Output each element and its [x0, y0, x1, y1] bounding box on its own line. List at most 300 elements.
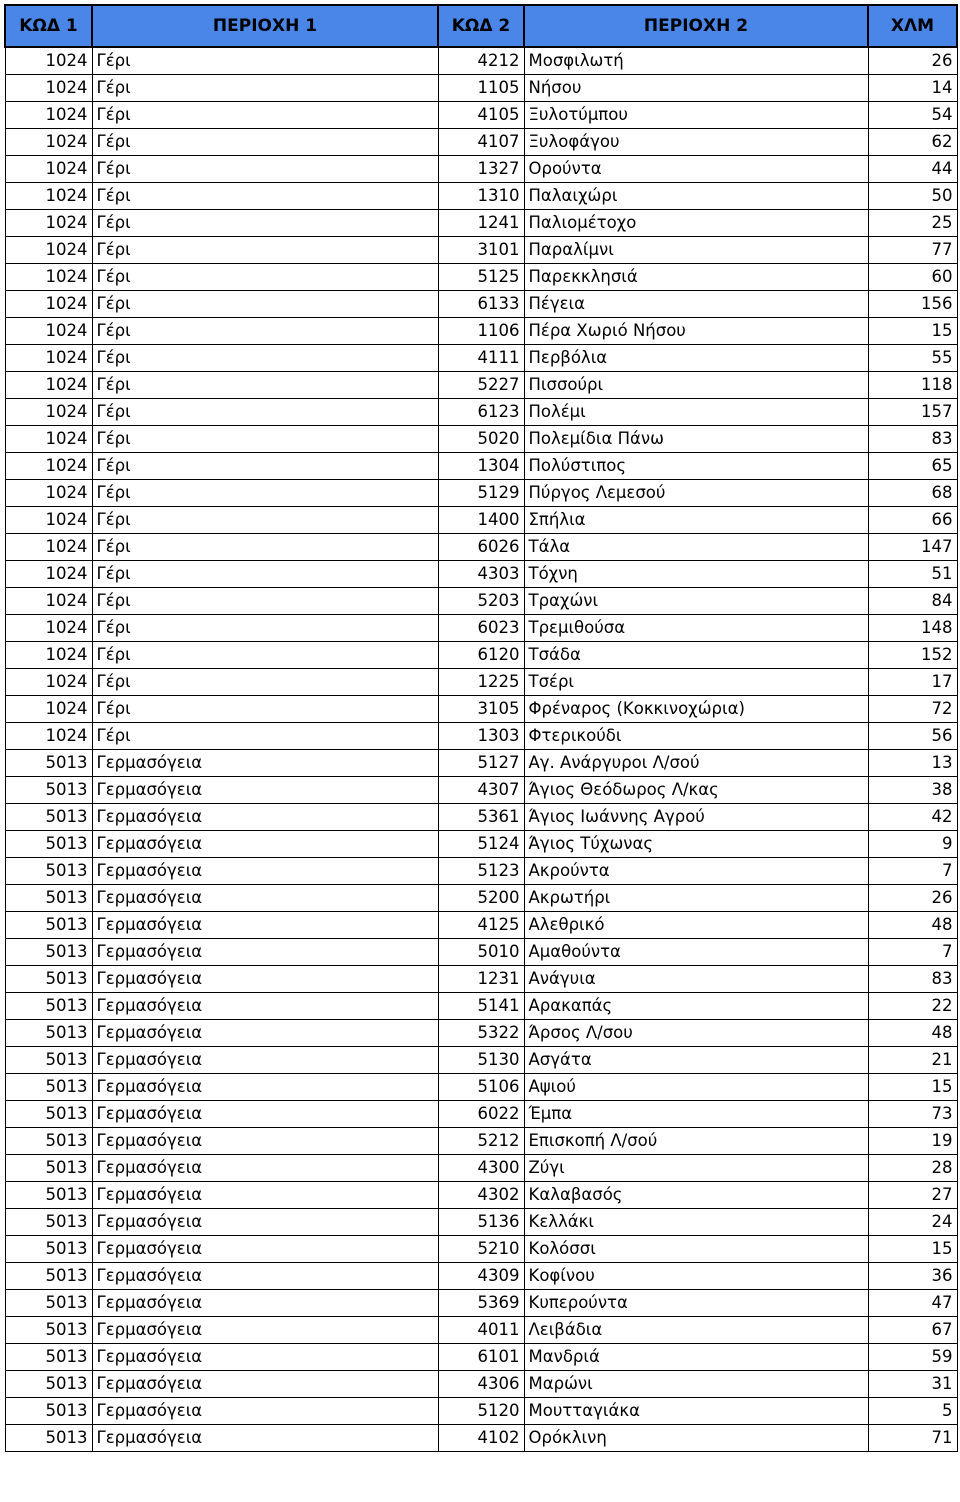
- code-2-cell: 4105: [438, 102, 524, 129]
- km-cell: 68: [868, 480, 957, 507]
- table-row: [5, 642, 957, 669]
- area-1-cell: Γερμασόγεια: [92, 804, 438, 831]
- code-1-cell: 1024: [5, 237, 92, 264]
- km-cell: 73: [868, 1101, 957, 1128]
- area-2-cell: Πολέμι: [524, 399, 868, 426]
- code-2-cell: 5130: [438, 1047, 524, 1074]
- table-row: [5, 912, 957, 939]
- km-cell: 7: [868, 939, 957, 966]
- code-1-cell: 5013: [5, 1209, 92, 1236]
- area-1-cell: Γερμασόγεια: [92, 885, 438, 912]
- area-1-cell: Γερμασόγεια: [92, 1371, 438, 1398]
- area-2-cell: Άρσος Λ/σου: [524, 1020, 868, 1047]
- area-2-cell: Παλαιχώρι: [524, 183, 868, 210]
- area-1-cell: Γέρι: [92, 210, 438, 237]
- area-2-cell: Τραχώνι: [524, 588, 868, 615]
- area-2-cell: Κελλάκι: [524, 1209, 868, 1236]
- code-1-cell: 5013: [5, 831, 92, 858]
- code-1-cell: 1024: [5, 426, 92, 453]
- header-row: [5, 5, 957, 47]
- table-row: [5, 291, 957, 318]
- code-1-cell: 5013: [5, 885, 92, 912]
- km-cell: 48: [868, 912, 957, 939]
- km-cell: 62: [868, 129, 957, 156]
- area-1-cell: Γερμασόγεια: [92, 750, 438, 777]
- area-2-cell: Αγ. Ανάργυροι Λ/σού: [524, 750, 868, 777]
- km-cell: 19: [868, 1128, 957, 1155]
- code-2-cell: 5322: [438, 1020, 524, 1047]
- table-row: [5, 885, 957, 912]
- code-1-cell: 5013: [5, 750, 92, 777]
- code-2-cell: 1327: [438, 156, 524, 183]
- area-2-cell: Περβόλια: [524, 345, 868, 372]
- table-row: [5, 534, 957, 561]
- table-row: [5, 183, 957, 210]
- header-code-1: ΚΩΔ 1: [5, 5, 92, 47]
- area-2-cell: Πέγεια: [524, 291, 868, 318]
- code-2-cell: 6120: [438, 642, 524, 669]
- area-2-cell: Ακρωτήρι: [524, 885, 868, 912]
- table-row: [5, 696, 957, 723]
- table-row: [5, 1074, 957, 1101]
- km-cell: 17: [868, 669, 957, 696]
- km-cell: 13: [868, 750, 957, 777]
- area-2-cell: Παρεκκλησιά: [524, 264, 868, 291]
- km-cell: 59: [868, 1344, 957, 1371]
- code-1-cell: 5013: [5, 1020, 92, 1047]
- code-2-cell: 6123: [438, 399, 524, 426]
- code-2-cell: 6026: [438, 534, 524, 561]
- km-cell: 24: [868, 1209, 957, 1236]
- code-1-cell: 5013: [5, 1371, 92, 1398]
- area-2-cell: Παραλίμνι: [524, 237, 868, 264]
- table-row: [5, 1182, 957, 1209]
- table-row: [5, 47, 957, 75]
- table-row: [5, 399, 957, 426]
- code-1-cell: 1024: [5, 129, 92, 156]
- area-1-cell: Γέρι: [92, 426, 438, 453]
- area-2-cell: Κολόσσι: [524, 1236, 868, 1263]
- code-2-cell: 3101: [438, 237, 524, 264]
- code-2-cell: 5141: [438, 993, 524, 1020]
- area-2-cell: Φτερικούδι: [524, 723, 868, 750]
- table-row: [5, 237, 957, 264]
- area-2-cell: Ασγάτα: [524, 1047, 868, 1074]
- km-cell: 157: [868, 399, 957, 426]
- area-1-cell: Γερμασόγεια: [92, 966, 438, 993]
- km-cell: 152: [868, 642, 957, 669]
- area-1-cell: Γερμασόγεια: [92, 1182, 438, 1209]
- area-2-cell: Πισσούρι: [524, 372, 868, 399]
- area-2-cell: Ορούντα: [524, 156, 868, 183]
- km-cell: 84: [868, 588, 957, 615]
- area-1-cell: Γερμασόγεια: [92, 912, 438, 939]
- area-2-cell: Ζύγι: [524, 1155, 868, 1182]
- table-row: [5, 1209, 957, 1236]
- code-2-cell: 5125: [438, 264, 524, 291]
- area-2-cell: Πύργος Λεμεσού: [524, 480, 868, 507]
- code-1-cell: 1024: [5, 47, 92, 75]
- code-1-cell: 5013: [5, 1182, 92, 1209]
- km-cell: 148: [868, 615, 957, 642]
- km-cell: 25: [868, 210, 957, 237]
- area-1-cell: Γερμασόγεια: [92, 1263, 438, 1290]
- code-1-cell: 1024: [5, 669, 92, 696]
- area-1-cell: Γέρι: [92, 264, 438, 291]
- code-1-cell: 1024: [5, 345, 92, 372]
- table-row: [5, 1263, 957, 1290]
- km-cell: 15: [868, 318, 957, 345]
- table-row: [5, 615, 957, 642]
- code-1-cell: 5013: [5, 1317, 92, 1344]
- table-row: [5, 723, 957, 750]
- area-1-cell: Γέρι: [92, 183, 438, 210]
- code-2-cell: 5129: [438, 480, 524, 507]
- table-row: [5, 102, 957, 129]
- code-1-cell: 5013: [5, 966, 92, 993]
- code-1-cell: 5013: [5, 1128, 92, 1155]
- area-1-cell: Γέρι: [92, 615, 438, 642]
- area-1-cell: Γέρι: [92, 237, 438, 264]
- km-cell: 22: [868, 993, 957, 1020]
- code-2-cell: 4125: [438, 912, 524, 939]
- table-row: [5, 669, 957, 696]
- km-cell: 26: [868, 47, 957, 75]
- code-2-cell: 6022: [438, 1101, 524, 1128]
- code-2-cell: 1105: [438, 75, 524, 102]
- code-2-cell: 5124: [438, 831, 524, 858]
- area-1-cell: Γέρι: [92, 507, 438, 534]
- table-row: [5, 1047, 957, 1074]
- table-row: [5, 1128, 957, 1155]
- area-2-cell: Τόχνη: [524, 561, 868, 588]
- code-2-cell: 5120: [438, 1398, 524, 1425]
- code-2-cell: 5361: [438, 804, 524, 831]
- km-cell: 47: [868, 1290, 957, 1317]
- km-cell: 67: [868, 1317, 957, 1344]
- table-row: [5, 1236, 957, 1263]
- code-1-cell: 5013: [5, 1425, 92, 1452]
- code-2-cell: 6133: [438, 291, 524, 318]
- code-2-cell: 1304: [438, 453, 524, 480]
- table-row: [5, 750, 957, 777]
- code-1-cell: 5013: [5, 1155, 92, 1182]
- area-2-cell: Πέρα Χωριό Νήσου: [524, 318, 868, 345]
- table-row: [5, 939, 957, 966]
- km-cell: 147: [868, 534, 957, 561]
- km-cell: 156: [868, 291, 957, 318]
- area-1-cell: Γέρι: [92, 642, 438, 669]
- area-2-cell: Παλιομέτοχο: [524, 210, 868, 237]
- km-cell: 56: [868, 723, 957, 750]
- km-cell: 27: [868, 1182, 957, 1209]
- area-1-cell: Γερμασόγεια: [92, 831, 438, 858]
- code-2-cell: 5369: [438, 1290, 524, 1317]
- km-cell: 7: [868, 858, 957, 885]
- area-1-cell: Γέρι: [92, 75, 438, 102]
- area-2-cell: Έμπα: [524, 1101, 868, 1128]
- area-1-cell: Γέρι: [92, 534, 438, 561]
- area-1-cell: Γερμασόγεια: [92, 1101, 438, 1128]
- code-2-cell: 3105: [438, 696, 524, 723]
- area-1-cell: Γέρι: [92, 723, 438, 750]
- area-2-cell: Τσέρι: [524, 669, 868, 696]
- table-row: [5, 129, 957, 156]
- area-1-cell: Γερμασόγεια: [92, 993, 438, 1020]
- km-cell: 44: [868, 156, 957, 183]
- code-1-cell: 1024: [5, 102, 92, 129]
- area-1-cell: Γερμασόγεια: [92, 1074, 438, 1101]
- area-1-cell: Γερμασόγεια: [92, 1128, 438, 1155]
- area-2-cell: Επισκοπή Λ/σού: [524, 1128, 868, 1155]
- code-1-cell: 5013: [5, 1074, 92, 1101]
- area-2-cell: Τρεμιθούσα: [524, 615, 868, 642]
- area-1-cell: Γερμασόγεια: [92, 1425, 438, 1452]
- code-1-cell: 1024: [5, 210, 92, 237]
- km-cell: 83: [868, 426, 957, 453]
- code-2-cell: 4111: [438, 345, 524, 372]
- code-2-cell: 4306: [438, 1371, 524, 1398]
- km-cell: 28: [868, 1155, 957, 1182]
- code-2-cell: 1303: [438, 723, 524, 750]
- code-1-cell: 5013: [5, 1101, 92, 1128]
- code-1-cell: 5013: [5, 1398, 92, 1425]
- km-cell: 118: [868, 372, 957, 399]
- area-2-cell: Άγιος Θεόδωρος Λ/κας: [524, 777, 868, 804]
- area-1-cell: Γέρι: [92, 372, 438, 399]
- code-1-cell: 1024: [5, 264, 92, 291]
- header-area-1: ΠΕΡΙΟΧΗ 1: [92, 5, 438, 47]
- area-2-cell: Αψιού: [524, 1074, 868, 1101]
- code-2-cell: 4107: [438, 129, 524, 156]
- km-cell: 66: [868, 507, 957, 534]
- code-2-cell: 1310: [438, 183, 524, 210]
- table-row: [5, 1290, 957, 1317]
- table-row: [5, 1371, 957, 1398]
- table-row: [5, 561, 957, 588]
- code-2-cell: 4309: [438, 1263, 524, 1290]
- code-2-cell: 1241: [438, 210, 524, 237]
- table-row: [5, 1317, 957, 1344]
- header-code-2: ΚΩΔ 2: [438, 5, 524, 47]
- code-2-cell: 4300: [438, 1155, 524, 1182]
- km-cell: 42: [868, 804, 957, 831]
- table-row: [5, 588, 957, 615]
- code-2-cell: 5123: [438, 858, 524, 885]
- km-cell: 14: [868, 75, 957, 102]
- area-1-cell: Γερμασόγεια: [92, 1047, 438, 1074]
- code-1-cell: 1024: [5, 588, 92, 615]
- km-cell: 38: [868, 777, 957, 804]
- area-1-cell: Γέρι: [92, 47, 438, 75]
- area-1-cell: Γερμασόγεια: [92, 858, 438, 885]
- code-2-cell: 5227: [438, 372, 524, 399]
- code-2-cell: 4011: [438, 1317, 524, 1344]
- distance-table: [4, 4, 958, 1452]
- km-cell: 36: [868, 1263, 957, 1290]
- table-body: [5, 47, 957, 1452]
- code-2-cell: 5203: [438, 588, 524, 615]
- code-2-cell: 4302: [438, 1182, 524, 1209]
- code-1-cell: 1024: [5, 480, 92, 507]
- km-cell: 65: [868, 453, 957, 480]
- code-2-cell: 1225: [438, 669, 524, 696]
- area-2-cell: Κοφίνου: [524, 1263, 868, 1290]
- code-1-cell: 1024: [5, 453, 92, 480]
- table-row: [5, 75, 957, 102]
- code-1-cell: 5013: [5, 939, 92, 966]
- km-cell: 51: [868, 561, 957, 588]
- code-2-cell: 5127: [438, 750, 524, 777]
- code-1-cell: 1024: [5, 615, 92, 642]
- table-row: [5, 993, 957, 1020]
- area-1-cell: Γερμασόγεια: [92, 1290, 438, 1317]
- table-row: [5, 480, 957, 507]
- table-row: [5, 507, 957, 534]
- area-2-cell: Ξυλοτύμπου: [524, 102, 868, 129]
- area-2-cell: Σπήλια: [524, 507, 868, 534]
- km-cell: 26: [868, 885, 957, 912]
- code-2-cell: 4303: [438, 561, 524, 588]
- km-cell: 55: [868, 345, 957, 372]
- area-1-cell: Γέρι: [92, 480, 438, 507]
- km-cell: 50: [868, 183, 957, 210]
- code-1-cell: 1024: [5, 696, 92, 723]
- area-1-cell: Γερμασόγεια: [92, 1317, 438, 1344]
- code-1-cell: 1024: [5, 318, 92, 345]
- header-area-2: ΠΕΡΙΟΧΗ 2: [524, 5, 868, 47]
- km-cell: 77: [868, 237, 957, 264]
- code-1-cell: 5013: [5, 804, 92, 831]
- area-1-cell: Γέρι: [92, 102, 438, 129]
- code-1-cell: 5013: [5, 1236, 92, 1263]
- area-2-cell: Τάλα: [524, 534, 868, 561]
- area-1-cell: Γέρι: [92, 399, 438, 426]
- code-2-cell: 4307: [438, 777, 524, 804]
- area-2-cell: Ανάγυια: [524, 966, 868, 993]
- km-cell: 72: [868, 696, 957, 723]
- code-2-cell: 6101: [438, 1344, 524, 1371]
- area-1-cell: Γέρι: [92, 588, 438, 615]
- area-2-cell: Αρακαπάς: [524, 993, 868, 1020]
- area-1-cell: Γέρι: [92, 696, 438, 723]
- area-1-cell: Γερμασόγεια: [92, 1155, 438, 1182]
- area-2-cell: Καλαβασός: [524, 1182, 868, 1209]
- code-2-cell: 5020: [438, 426, 524, 453]
- code-1-cell: 1024: [5, 156, 92, 183]
- area-2-cell: Αλεθρικό: [524, 912, 868, 939]
- area-1-cell: Γέρι: [92, 291, 438, 318]
- code-2-cell: 5010: [438, 939, 524, 966]
- code-1-cell: 1024: [5, 642, 92, 669]
- area-2-cell: Πολύστιπος: [524, 453, 868, 480]
- code-1-cell: 1024: [5, 75, 92, 102]
- table-row: [5, 1398, 957, 1425]
- km-cell: 54: [868, 102, 957, 129]
- code-2-cell: 5106: [438, 1074, 524, 1101]
- area-2-cell: Άγιος Τύχωνας: [524, 831, 868, 858]
- table-row: [5, 777, 957, 804]
- km-cell: 15: [868, 1236, 957, 1263]
- km-cell: 15: [868, 1074, 957, 1101]
- km-cell: 71: [868, 1425, 957, 1452]
- area-1-cell: Γερμασόγεια: [92, 1236, 438, 1263]
- code-2-cell: 5136: [438, 1209, 524, 1236]
- code-1-cell: 5013: [5, 777, 92, 804]
- area-2-cell: Τσάδα: [524, 642, 868, 669]
- area-2-cell: Λειβάδια: [524, 1317, 868, 1344]
- area-1-cell: Γέρι: [92, 561, 438, 588]
- code-1-cell: 5013: [5, 1263, 92, 1290]
- code-2-cell: 4102: [438, 1425, 524, 1452]
- table-row: [5, 804, 957, 831]
- table-row: [5, 453, 957, 480]
- area-1-cell: Γερμασόγεια: [92, 1344, 438, 1371]
- table-row: [5, 1101, 957, 1128]
- area-2-cell: Ξυλοφάγου: [524, 129, 868, 156]
- table-row: [5, 264, 957, 291]
- area-2-cell: Μουτταγιάκα: [524, 1398, 868, 1425]
- area-2-cell: Φρέναρος (Κοκκινοχώρια): [524, 696, 868, 723]
- code-1-cell: 1024: [5, 561, 92, 588]
- code-1-cell: 1024: [5, 723, 92, 750]
- code-2-cell: 1400: [438, 507, 524, 534]
- code-1-cell: 5013: [5, 1344, 92, 1371]
- code-2-cell: 5210: [438, 1236, 524, 1263]
- area-1-cell: Γερμασόγεια: [92, 1020, 438, 1047]
- area-2-cell: Μαρώνι: [524, 1371, 868, 1398]
- table-row: [5, 1425, 957, 1452]
- table-row: [5, 426, 957, 453]
- area-2-cell: Ορόκλινη: [524, 1425, 868, 1452]
- table-row: [5, 1155, 957, 1182]
- code-2-cell: 5212: [438, 1128, 524, 1155]
- area-1-cell: Γέρι: [92, 669, 438, 696]
- area-1-cell: Γέρι: [92, 453, 438, 480]
- code-2-cell: 6023: [438, 615, 524, 642]
- area-2-cell: Αμαθούντα: [524, 939, 868, 966]
- table-row: [5, 1344, 957, 1371]
- code-1-cell: 5013: [5, 858, 92, 885]
- area-1-cell: Γερμασόγεια: [92, 939, 438, 966]
- code-1-cell: 5013: [5, 1047, 92, 1074]
- area-2-cell: Ακρούντα: [524, 858, 868, 885]
- area-1-cell: Γέρι: [92, 156, 438, 183]
- area-2-cell: Μοσφιλωτή: [524, 47, 868, 75]
- table-row: [5, 345, 957, 372]
- area-2-cell: Άγιος Ιωάννης Αγρού: [524, 804, 868, 831]
- km-cell: 21: [868, 1047, 957, 1074]
- table-row: [5, 210, 957, 237]
- area-2-cell: Νήσου: [524, 75, 868, 102]
- header-km: ΧΛΜ: [868, 5, 957, 47]
- km-cell: 31: [868, 1371, 957, 1398]
- table-row: [5, 372, 957, 399]
- table-row: [5, 831, 957, 858]
- code-2-cell: 1106: [438, 318, 524, 345]
- code-2-cell: 1231: [438, 966, 524, 993]
- area-1-cell: Γερμασόγεια: [92, 777, 438, 804]
- code-1-cell: 5013: [5, 993, 92, 1020]
- code-2-cell: 5200: [438, 885, 524, 912]
- code-1-cell: 1024: [5, 372, 92, 399]
- km-cell: 9: [868, 831, 957, 858]
- km-cell: 5: [868, 1398, 957, 1425]
- table-row: [5, 858, 957, 885]
- code-1-cell: 1024: [5, 399, 92, 426]
- km-cell: 83: [868, 966, 957, 993]
- table-row: [5, 966, 957, 993]
